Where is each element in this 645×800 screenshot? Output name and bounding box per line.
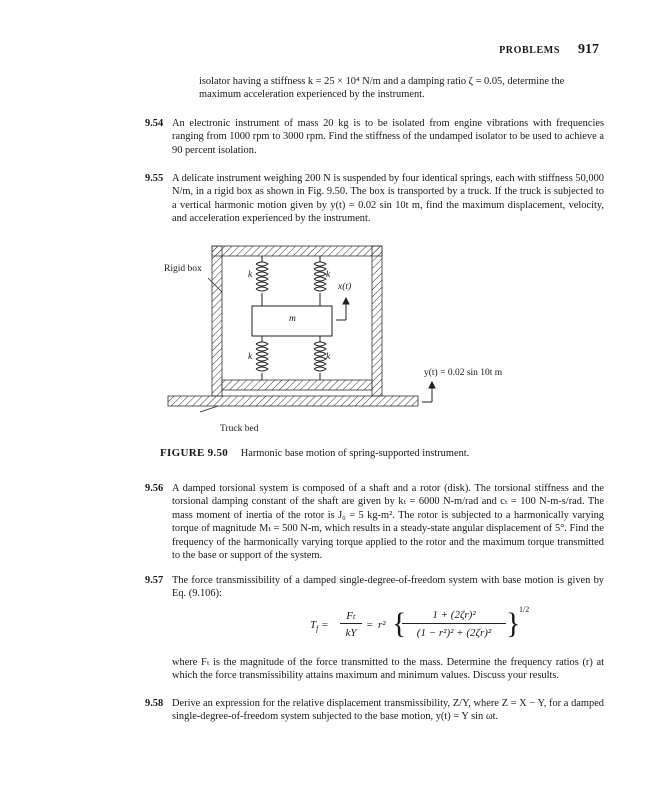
truck-bed-leader bbox=[200, 406, 218, 412]
figure-9-50 bbox=[160, 240, 590, 445]
spring-upper-left bbox=[256, 256, 268, 306]
eq-frac2-den: (1 − r²)² + (2ζr)² bbox=[416, 627, 492, 639]
page-number: 917 bbox=[578, 42, 599, 57]
spring-lower-right bbox=[314, 336, 326, 380]
problem-9-54 bbox=[145, 117, 604, 157]
spring-mass-diagram bbox=[160, 240, 590, 440]
problem-text: where Fₜ is the magnitude of the force transmitted to the mass. Determine the frequency ratios (r) at which the force transmissibility attains maximum and minimum values. Discuss your results. bbox=[172, 657, 604, 682]
problem-text: An electronic instrument of mass 20 kg is to be isolated from engine vibrations with frequencies ranging from 1000 rpm to 3000 rpm. Find the stiffness of the undamped isolator to be used to achieve a 90 percent isolation. bbox=[172, 118, 604, 156]
truck-bed-label: Truck bed bbox=[220, 424, 259, 434]
problem-9-57 bbox=[145, 574, 604, 601]
figure-caption-tag: FIGURE 9.50 bbox=[160, 447, 229, 459]
x-arrow bbox=[336, 298, 349, 320]
problem-number: 9.58 bbox=[145, 698, 164, 709]
intro-line-1: isolator having a stiffness k = 25 × 10⁴ N/m and a damping ratio ζ = 0.05, determine the bbox=[199, 76, 565, 87]
eq-frac1-den: kY bbox=[345, 627, 357, 639]
x-label: x(t) bbox=[338, 282, 352, 292]
truck-bed bbox=[168, 396, 418, 406]
rigid-box-label: Rigid box bbox=[164, 264, 202, 274]
spring-label-lower-right: k bbox=[326, 352, 331, 362]
problem-text: A damped torsional system is composed of a shaft and a rotor (disk). The torsional stiffness and the torsional damping constant of the shaft are given by kₜ = 6000 N-m/rad and cₜ = 100 N-m-s/rad. The mass moment of inertia of the rotor is J₀ = 5 kg-m². The rotor is subjected to a harmonically varying torque of magnitude Mₜ = 500 N-m, which results in a steady-state angular displacement of 5°. Find the frequency of the harmonically varying torque applied to the rotor and the maximum torque transmitted to the base or support of the system. bbox=[172, 483, 604, 562]
spring-upper-right bbox=[314, 256, 326, 306]
problem-text: The force transmissibility of a damped single-degree-of-freedom system with base motion is given by Eq. (9.106): bbox=[172, 575, 604, 600]
spring-label-upper-right: k bbox=[326, 270, 331, 280]
section-title: PROBLEMS bbox=[499, 45, 560, 56]
page-header bbox=[499, 42, 599, 58]
spring-label-upper-left: k bbox=[248, 270, 253, 280]
spring-lower-left bbox=[256, 336, 268, 380]
mass-label: m bbox=[289, 314, 296, 324]
eq-frac2-num: 1 + (2ζr)² bbox=[432, 609, 476, 621]
intro-paragraph bbox=[199, 75, 604, 102]
figure-caption bbox=[160, 447, 469, 459]
problem-9-56 bbox=[145, 482, 604, 562]
problem-number: 9.55 bbox=[145, 173, 164, 184]
spring-label-lower-left: k bbox=[248, 352, 253, 362]
figure-caption-text: Harmonic base motion of spring-supported instrument. bbox=[240, 448, 470, 459]
eq-r-squared: r² bbox=[378, 619, 386, 631]
problem-number: 9.57 bbox=[145, 575, 164, 586]
problem-9-58 bbox=[145, 697, 604, 724]
problem-text: A delicate instrument weighing 200 N is suspended by four identical springs, each with stiffness 50,000 N/m, in a rigid box as shown in Fig. 9.50. The box is transported by a truck. If the truck is subjected to a vertical harmonic motion given by y(t) = 0.02 sin 10t m, find the maximum displacement, velocity, and acceleration experienced by the instrument. bbox=[172, 173, 604, 225]
problem-9-55 bbox=[145, 172, 604, 226]
intro-line-2: maximum acceleration experienced by the instrument. bbox=[199, 89, 425, 101]
problem-text: Derive an expression for the relative displacement transmissibility, Z/Y, where Z = X − Y, for a damped single-degree-of-freedom system subjected to the base motion, y(t) = Y sin ωt. bbox=[172, 698, 604, 723]
eq-exponent: 1/2 bbox=[519, 605, 530, 614]
transmissibility-equation: $T_f$ = Fₜ kY = r² { 1 + (2ζr)² (1 − r²)² + (2ζr)² } 1/2 bbox=[310, 605, 530, 640]
y-arrow bbox=[422, 382, 435, 402]
eq-frac1-num: Fₜ bbox=[346, 610, 356, 622]
problem-9-57-continued bbox=[172, 656, 604, 683]
eq-lhs: $T_f$ = bbox=[310, 619, 329, 634]
problem-number: 9.56 bbox=[145, 483, 164, 494]
y-label: y(t) = 0.02 sin 10t m bbox=[424, 368, 503, 378]
problem-number: 9.54 bbox=[145, 118, 164, 129]
